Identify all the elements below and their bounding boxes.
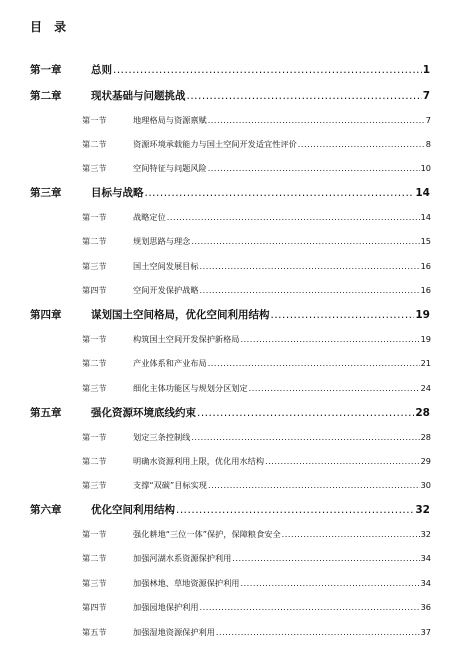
toc-section-row[interactable] <box>82 455 431 467</box>
section-title: 构筑国土空间开发保护新格局 <box>133 334 240 344</box>
chapter-number: 第一章 <box>30 64 62 76</box>
page-number: 37 <box>420 627 431 637</box>
page-number: 15 <box>420 236 431 246</box>
section-number: 第三节 <box>82 383 107 393</box>
page-number: 19 <box>415 309 430 321</box>
section-number: 第一节 <box>82 334 107 344</box>
page-number: 24 <box>420 383 431 393</box>
toc-chapter-row[interactable] <box>30 503 430 517</box>
page-number: 30 <box>420 480 431 490</box>
section-title: 划定三条控制线 <box>133 432 191 442</box>
chapter-title: 强化资源环境底线约束 <box>91 407 196 419</box>
section-number: 第一节 <box>82 432 107 442</box>
section-number: 第三节 <box>82 163 107 173</box>
dot-leader <box>216 626 420 638</box>
dot-leader <box>271 308 415 322</box>
section-title: 加强园地保护利用 <box>133 602 199 612</box>
toc-chapter-row[interactable] <box>30 406 430 420</box>
toc-section-row[interactable] <box>82 382 431 394</box>
section-number: 第四节 <box>82 602 107 612</box>
toc-section-row[interactable] <box>82 479 431 491</box>
dot-leader <box>249 382 420 394</box>
chapter-title: 谋划国土空间格局，优化空间利用结构 <box>91 309 270 321</box>
page-number: 14 <box>420 212 431 222</box>
page-number: 28 <box>420 432 431 442</box>
dot-leader <box>232 552 419 564</box>
section-number: 第五节 <box>82 627 107 637</box>
dot-leader <box>298 138 425 150</box>
toc-section-row[interactable] <box>82 601 431 613</box>
section-title: 加强河湖水系资源保护利用 <box>133 553 232 563</box>
page-number: 16 <box>420 285 431 295</box>
toc-section-row[interactable] <box>82 333 431 345</box>
section-number: 第二节 <box>82 553 107 563</box>
page-number: 32 <box>415 504 430 516</box>
section-title: 规划思路与理念 <box>133 236 191 246</box>
section-number: 第一节 <box>82 212 107 222</box>
dot-leader <box>240 577 419 589</box>
page-number: 14 <box>415 187 430 199</box>
section-number: 第二节 <box>82 236 107 246</box>
dot-leader <box>240 333 419 345</box>
dot-leader <box>265 455 420 467</box>
page-number: 36 <box>420 602 431 612</box>
toc-section-row[interactable] <box>82 162 431 174</box>
section-title: 产业体系和产业布局 <box>133 358 207 368</box>
page-number: 7 <box>425 115 431 125</box>
section-number: 第三节 <box>82 261 107 271</box>
section-title: 支撑“双碳”目标实现 <box>133 480 207 490</box>
toc-chapter-row[interactable] <box>30 308 430 322</box>
dot-leader <box>208 357 420 369</box>
dot-leader <box>176 503 414 517</box>
section-title: 明确水资源利用上限，优化用水结构 <box>133 456 265 466</box>
dot-leader <box>197 406 414 420</box>
page-number: 7 <box>422 90 430 102</box>
chapter-title: 现状基础与问题挑战 <box>91 90 186 102</box>
toc-section-row[interactable] <box>82 284 431 296</box>
section-title: 空间开发保护战略 <box>133 285 199 295</box>
page-number: 34 <box>420 578 431 588</box>
section-number: 第二节 <box>82 139 107 149</box>
toc-chapter-row[interactable] <box>30 63 430 77</box>
dot-leader <box>191 235 419 247</box>
dot-leader <box>208 114 425 126</box>
dot-leader <box>208 479 420 491</box>
chapter-number: 第四章 <box>30 309 62 321</box>
section-number: 第一节 <box>82 115 107 125</box>
dot-leader <box>167 211 420 223</box>
toc-chapter-row[interactable] <box>30 186 430 200</box>
page-title: 目 录 <box>30 20 71 34</box>
page-number: 1 <box>422 64 430 76</box>
section-number: 第二节 <box>82 358 107 368</box>
section-number: 第一节 <box>82 529 107 539</box>
page-number: 19 <box>420 334 431 344</box>
section-title: 强化耕地“三位一体”保护，保障粮食安全 <box>133 529 281 539</box>
dot-leader <box>200 284 420 296</box>
page-number: 29 <box>420 456 431 466</box>
chapter-title: 优化空间利用结构 <box>91 504 175 516</box>
page-number: 32 <box>420 529 431 539</box>
chapter-number: 第五章 <box>30 407 62 419</box>
dot-leader <box>200 601 420 613</box>
dot-leader <box>145 186 415 200</box>
section-title: 加强林地、草地资源保护利用 <box>133 578 240 588</box>
page-number: 8 <box>425 139 431 149</box>
toc-section-row[interactable] <box>82 626 431 638</box>
section-number: 第二节 <box>82 456 107 466</box>
section-number: 第三节 <box>82 480 107 490</box>
toc-section-row[interactable] <box>82 138 431 150</box>
page-number: 16 <box>420 261 431 271</box>
section-title: 战略定位 <box>133 212 166 222</box>
toc-section-row[interactable] <box>82 260 431 272</box>
chapter-number: 第三章 <box>30 187 62 199</box>
dot-leader <box>282 528 420 540</box>
section-title: 国土空间发展目标 <box>133 261 199 271</box>
dot-leader <box>113 63 422 77</box>
section-title: 加强湿地资源保护利用 <box>133 627 215 637</box>
section-title: 空间特征与问题风险 <box>133 163 207 173</box>
chapter-number: 第二章 <box>30 90 62 102</box>
dot-leader <box>208 162 420 174</box>
toc-section-row[interactable] <box>82 431 431 443</box>
toc-section-row[interactable] <box>82 114 431 126</box>
section-number: 第三节 <box>82 578 107 588</box>
chapter-number: 第六章 <box>30 504 62 516</box>
dot-leader <box>187 89 422 103</box>
section-title: 资源环境承载能力与国土空间开发适宜性评价 <box>133 139 297 149</box>
page-number: 10 <box>420 163 431 173</box>
page-number: 34 <box>420 553 431 563</box>
page-number: 21 <box>420 358 431 368</box>
section-title: 地理格局与资源禀赋 <box>133 115 207 125</box>
dot-leader <box>200 260 420 272</box>
toc-section-row[interactable] <box>82 211 431 223</box>
section-title: 细化主体功能区与规划分区划定 <box>133 383 248 393</box>
page-number: 28 <box>415 407 430 419</box>
toc-section-row[interactable] <box>82 528 431 540</box>
toc-section-row[interactable] <box>82 357 431 369</box>
chapter-title: 总则 <box>91 64 112 76</box>
dot-leader <box>191 431 419 443</box>
toc-section-row[interactable] <box>82 577 431 589</box>
toc-section-row[interactable] <box>82 235 431 247</box>
chapter-title: 目标与战略 <box>91 187 144 199</box>
toc-chapter-row[interactable] <box>30 89 430 103</box>
section-number: 第四节 <box>82 285 107 295</box>
toc-section-row[interactable] <box>82 552 431 564</box>
